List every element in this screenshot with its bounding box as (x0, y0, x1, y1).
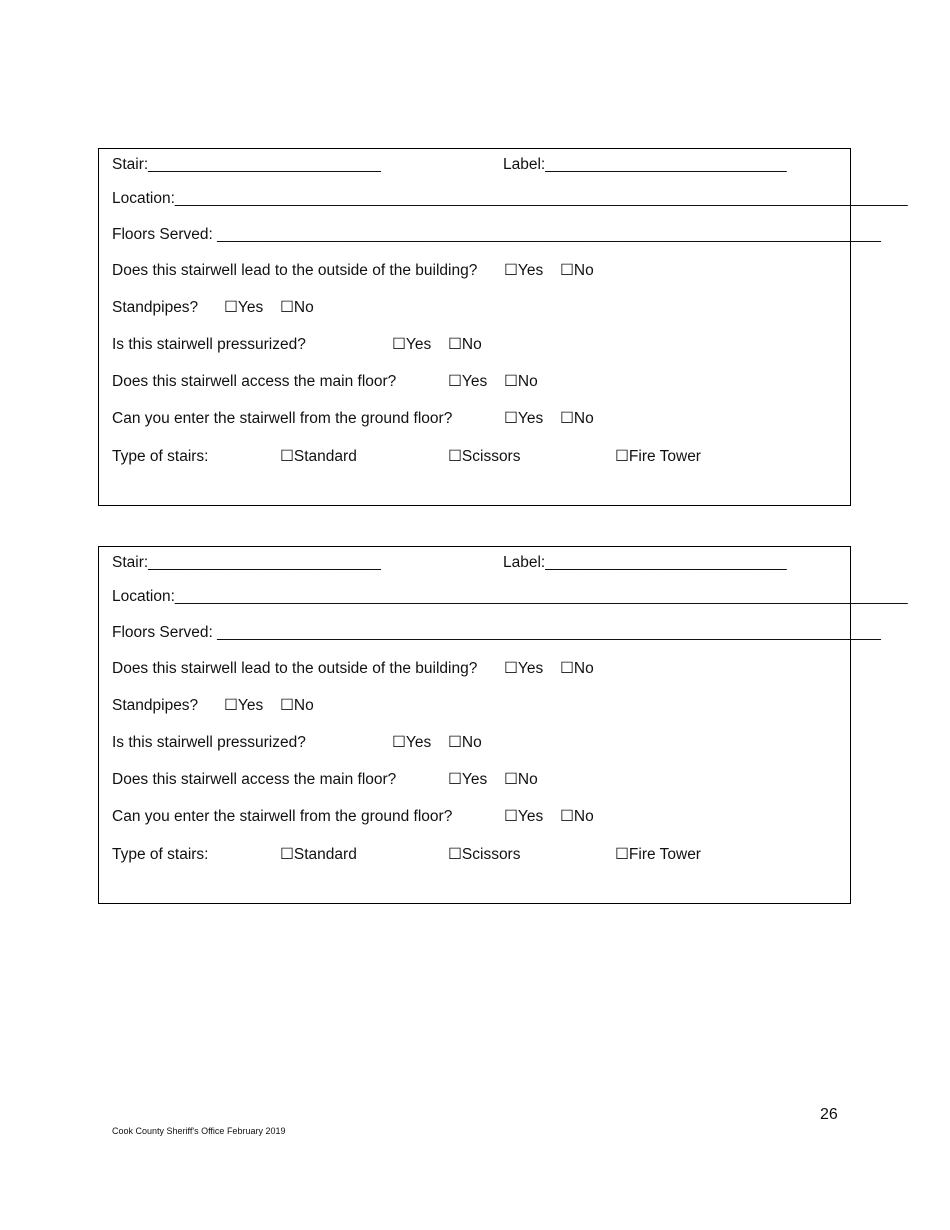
stair-type-question: Type of stairs: (112, 448, 209, 465)
checkbox-icon[interactable]: ☐ (504, 808, 518, 825)
checkbox-icon[interactable]: ☐ (448, 846, 462, 863)
footer-credit: Cook County Sheriff's Office February 2019 (112, 1126, 286, 1136)
checkbox-icon[interactable]: ☐ (615, 846, 629, 863)
ground-floor-question: Can you enter the stairwell from the ground floor? (112, 410, 453, 427)
ground-floor-yes-option[interactable]: ☐Yes (504, 806, 543, 828)
main-floor-no-option[interactable]: ☐No (504, 371, 538, 393)
stair-field[interactable]: Stair:___________________________ (112, 554, 381, 571)
pressurized-row (112, 732, 482, 754)
stairwell-form-1 (98, 148, 908, 506)
checkbox-icon[interactable]: ☐ (392, 734, 406, 751)
floors-served-field[interactable]: Floors Served: _____________________________________________________________________________ (112, 624, 881, 641)
checkbox-icon[interactable]: ☐ (615, 448, 629, 465)
standpipes-yes-option[interactable]: ☐Yes (224, 695, 263, 717)
checkbox-icon[interactable]: ☐ (504, 373, 518, 390)
main-floor-row (112, 769, 538, 791)
standpipes-no-option[interactable]: ☐No (280, 695, 314, 717)
checkbox-icon[interactable]: ☐ (560, 410, 574, 427)
main-floor-no-option[interactable]: ☐No (504, 769, 538, 791)
outside-no-option[interactable]: ☐No (560, 658, 594, 680)
pressurized-no-option[interactable]: ☐No (448, 334, 482, 356)
outside-question-row (112, 658, 594, 680)
checkbox-icon[interactable]: ☐ (504, 410, 518, 427)
pressurized-yes-option[interactable]: ☐Yes (392, 334, 431, 356)
main-floor-question: Does this stairwell access the main floor? (112, 373, 397, 390)
stair-type-row (112, 844, 701, 866)
standpipes-question: Standpipes? (112, 299, 199, 316)
stair-type-question: Type of stairs: (112, 846, 209, 863)
checkbox-icon[interactable]: ☐ (280, 299, 294, 316)
stair-type-row (112, 446, 701, 468)
standpipes-question: Standpipes? (112, 697, 199, 714)
main-floor-question: Does this stairwell access the main floor? (112, 771, 397, 788)
main-floor-yes-option[interactable]: ☐Yes (448, 371, 487, 393)
stair-field[interactable]: Stair:___________________________ (112, 156, 381, 173)
checkbox-icon[interactable]: ☐ (448, 336, 462, 353)
outside-question: Does this stairwell lead to the outside of the building? (112, 262, 478, 279)
checkbox-icon[interactable]: ☐ (448, 734, 462, 751)
checkbox-icon[interactable]: ☐ (224, 299, 238, 316)
ground-floor-no-option[interactable]: ☐No (560, 806, 594, 828)
pressurized-question: Is this stairwell pressurized? (112, 734, 306, 751)
outside-no-option[interactable]: ☐No (560, 260, 594, 282)
label-field[interactable]: Label:____________________________ (503, 554, 787, 571)
ground-floor-row (112, 806, 594, 828)
outside-yes-option[interactable]: ☐Yes (504, 658, 543, 680)
checkbox-icon[interactable]: ☐ (504, 262, 518, 279)
standard-option[interactable]: ☐Standard (280, 844, 357, 866)
checkbox-icon[interactable]: ☐ (560, 262, 574, 279)
main-floor-row (112, 371, 538, 393)
floors-served-field[interactable]: Floors Served: _____________________________________________________________________________ (112, 226, 881, 243)
fire-tower-option[interactable]: ☐Fire Tower (615, 844, 701, 866)
standpipes-no-option[interactable]: ☐No (280, 297, 314, 319)
checkbox-icon[interactable]: ☐ (504, 660, 518, 677)
checkbox-icon[interactable]: ☐ (448, 448, 462, 465)
stair-row (112, 154, 787, 176)
stairwell-form-2 (98, 546, 908, 904)
checkbox-icon[interactable]: ☐ (448, 373, 462, 390)
checkbox-icon[interactable]: ☐ (280, 448, 294, 465)
main-floor-yes-option[interactable]: ☐Yes (448, 769, 487, 791)
stair-row (112, 552, 787, 574)
fire-tower-option[interactable]: ☐Fire Tower (615, 446, 701, 468)
checkbox-icon[interactable]: ☐ (448, 771, 462, 788)
pressurized-row (112, 334, 482, 356)
pressurized-yes-option[interactable]: ☐Yes (392, 732, 431, 754)
ground-floor-yes-option[interactable]: ☐Yes (504, 408, 543, 430)
ground-floor-row (112, 408, 594, 430)
checkbox-icon[interactable]: ☐ (280, 846, 294, 863)
ground-floor-question: Can you enter the stairwell from the ground floor? (112, 808, 453, 825)
checkbox-icon[interactable]: ☐ (224, 697, 238, 714)
checkbox-icon[interactable]: ☐ (392, 336, 406, 353)
standpipes-row (112, 695, 314, 717)
checkbox-icon[interactable]: ☐ (560, 660, 574, 677)
location-field[interactable]: Location:_____________________________________________________________________________________ (112, 588, 908, 605)
standpipes-row (112, 297, 314, 319)
label-field[interactable]: Label:____________________________ (503, 156, 787, 173)
page-number: 26 (820, 1106, 838, 1123)
scissors-option[interactable]: ☐Scissors (448, 446, 520, 468)
outside-question: Does this stairwell lead to the outside of the building? (112, 660, 478, 677)
pressurized-question: Is this stairwell pressurized? (112, 336, 306, 353)
checkbox-icon[interactable]: ☐ (560, 808, 574, 825)
checkbox-icon[interactable]: ☐ (280, 697, 294, 714)
location-field[interactable]: Location:_____________________________________________________________________________________ (112, 190, 908, 207)
outside-question-row (112, 260, 594, 282)
outside-yes-option[interactable]: ☐Yes (504, 260, 543, 282)
checkbox-icon[interactable]: ☐ (504, 771, 518, 788)
standpipes-yes-option[interactable]: ☐Yes (224, 297, 263, 319)
ground-floor-no-option[interactable]: ☐No (560, 408, 594, 430)
pressurized-no-option[interactable]: ☐No (448, 732, 482, 754)
standard-option[interactable]: ☐Standard (280, 446, 357, 468)
scissors-option[interactable]: ☐Scissors (448, 844, 520, 866)
